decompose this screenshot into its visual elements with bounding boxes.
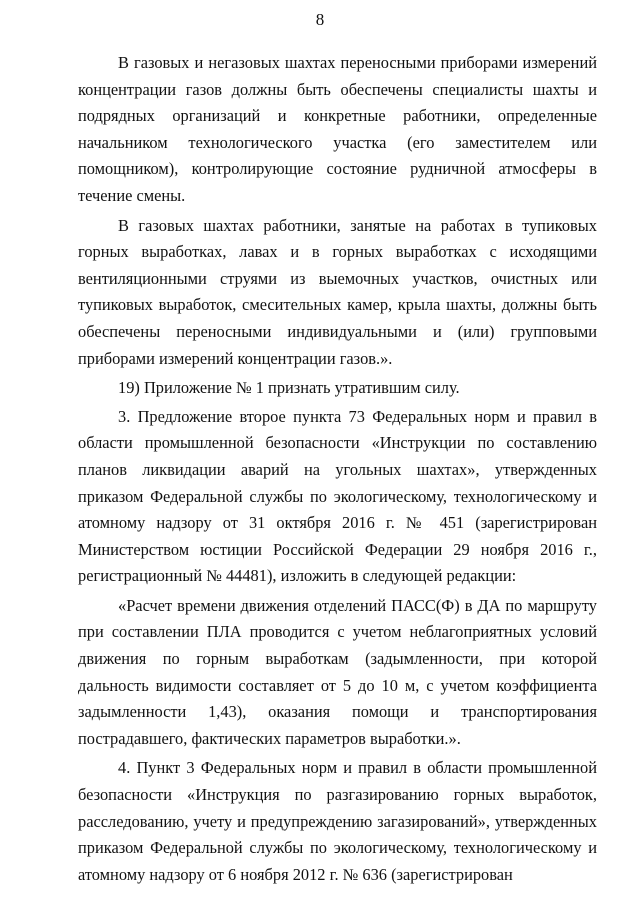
paragraph-gas-instruments-specialists: В газовых и негазовых шахтах переносными приборами измерений концентрации газов должны быть обеспечены специалисты шахты и подрядных организаций и конкретные работники, определенные начальником технологического участка (его заместителем или помощником), контролирующие состояние рудничной атмосферы в течение смены. <box>78 53 597 205</box>
paragraph-quoted-calculation: «Расчет времени движения отделений ПАСС(Ф) в ДА по маршруту при составлении ПЛА проводится с учетом неблагоприятных условий движения по горным выработкам (задымленности, при которой дальность видимости составляет от 5 до 10 м, с учетом коэффициента задымленности 1,43), оказания помощи и транспортирования пострадавшего, фактических параметров выработки.». <box>78 595 597 748</box>
page-number: 8 <box>315 10 325 29</box>
paragraph-appendix-void: 19) Приложение № 1 признать утратившим силу. <box>118 378 460 398</box>
paragraph-item-4: 4. Пункт 3 Федеральных норм и правил в области промышленной безопасности «Инструкция по разгазированию горных выработок, расследованию, учету и предупреждению загазирований», утвержденных приказом Федеральной службы по экологическому, технологическому и атомному надзору от 6 ноября 2012 г. № 636 (зарегистрирован <box>78 758 597 884</box>
paragraph-gas-mines-workers: В газовых шахтах работники, занятые на работах в тупиковых горных выработках, лавах и в горных выработках с исходящими вентиляционными струями из выемочных участков, очистных или тупиковых выработок, смесительных камер, крыла шахты, должны быть обеспечены переносными индивидуальными и (или) групповыми приборами измерений концентрации газов.». <box>78 215 597 368</box>
document-body <box>78 50 597 891</box>
paragraph-item-3: 3. Предложение второе пункта 73 Федеральных норм и правил в области промышленной безопасности «Инструкции по составлению планов ликвидации аварий на угольных шахтах», утвержденных приказом Федеральной службы по экологическому, технологическому и атомному надзору от 31 октября 2016 г. № 451 (зарегистрирован Министерством юстиции Российской Федерации 29 ноября 2016 г., регистрационный № 44481), изложить в следующей редакции: <box>78 406 597 586</box>
